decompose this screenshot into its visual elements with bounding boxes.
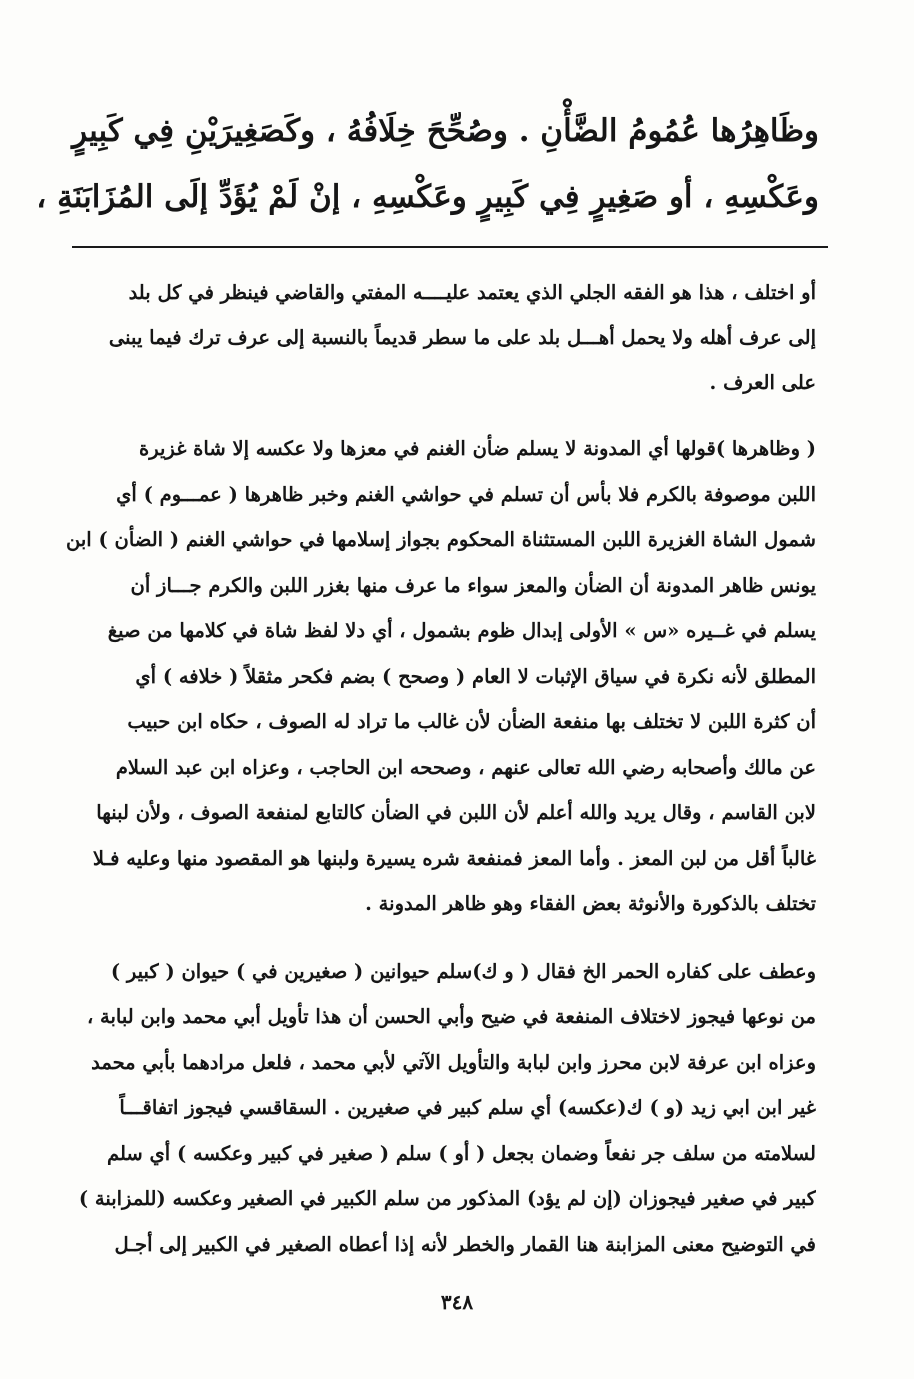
commentary-line: وعزاه ابن عرفة لابن محرز وابن لبابة والتأويل الآتي لأبي محمد ، فلعل مرادهما بأبي محمد <box>91 1050 816 1074</box>
matn-text <box>36 98 819 230</box>
commentary-line: إلى عرف أهله ولا يحمل أهـــل بلد على ما سطر قديماً بالنسبة إلى عرف ترك فيما يبنى <box>108 326 816 349</box>
commentary-paragraph <box>60 949 816 1268</box>
commentary-line: من نوعها فيجوز لاختلاف المنفعة في ضيح وأبي الحسن أن هذا تأويل أبي محمد وابن لبابة ، <box>86 1005 816 1028</box>
matn-line: وعَكْسِهِ ، أو صَغِيرٍ فِي كَبِيرٍ وعَكْسِهِ ، إنْ لَمْ يُؤَدِّ إلَى المُزَابَنَةِ ، <box>36 179 819 215</box>
commentary-line: اللبن موصوفة بالكرم فلا بأس أن تسلم في حواشي الغنم وخبر ظاهرها ( عمـــوم ) أي <box>116 482 816 506</box>
commentary-line: لابن القاسم ، وقال يريد والله أعلم لأن اللبن في الضأن كالتابع لمنفعة الصوف ، ولأن لبنها <box>96 801 816 824</box>
commentary-line: وعطف على كفاره الحمر الخ فقال ( و ك)سلم حيوانين ( صغيرين في ) حيوان ( كبير ) <box>110 959 816 983</box>
commentary-line: أو اختلف ، هذا هو الفقه الجلي الذي يعتمد عليــــه المفتي والقاضي فينظر في كل بلد <box>128 281 816 304</box>
commentary-line: في التوضيح معنى المزابنة هنا القمار والخطر لأنه إذا أعطاه الصغير في الكبير إلى أجـل <box>114 1232 816 1256</box>
commentary-line: ( وظاهرها )قولها أي المدونة لا يسلم ضأن الغنم في معزها ولا عكسه إلا شاة غزيرة <box>139 437 816 460</box>
commentary-line: على العرف . <box>709 371 816 394</box>
commentary-line: تختلف بالذكورة والأنوثة بعض الفقاء وهو ظاهر المدونة . <box>365 892 816 915</box>
commentary-line: شمول الشاة الغزيرة اللبن المستثناة المحكوم بجواز إسلامها في حواشي الغنم ( الضأن ) ابن <box>66 528 816 551</box>
commentary-line: عن مالك وأصحابه رضي الله تعالى عنهم ، وصححه ابن الحاجب ، وعزاه ابن عبد السلام <box>115 755 816 779</box>
commentary-line: لسلامته من سلف جر نفعاً وضمان بجعل ( أو ) سلم ( صغير في كبير وعكسه ) أي سلم <box>106 1141 816 1165</box>
commentary-line: يونس ظاهر المدونة أن الضأن والمعز سواء ما عرف منها بغزر اللبن والكرم جـــاز أن <box>130 573 816 597</box>
commentary-line: يسلم في غــيره «س » الأولى إبدال ظوم بشمول ، أي دلا لفظ شاة في كلامها من صيغ <box>107 619 816 642</box>
commentary-paragraph <box>60 426 816 927</box>
commentary-paragraph <box>60 270 816 405</box>
commentary-line: أن كثرة اللبن لا تختلف بها منفعة الضأن لأن غالب ما تراد له الصوف ، حكاه ابن حبيب <box>127 710 816 733</box>
commentary-line: غالباً أقل من لبن المعز . وأما المعز فمنفعة شره يسيرة ولبنها هو المقصود منها وعليه فـلا <box>92 846 816 870</box>
matn-line: وظَاهِرُها عُمُومُ الضَّأْنِ . وصُحِّحَ خِلَافُهُ ، وكَصَغِيرَيْنِ فِي كَبِيرٍ <box>72 113 819 149</box>
commentary-line: المطلق لأنه نكرة في سياق الإثبات لا العام ( وصحح ) بضم فكحر مثقلاً ( خلافه ) أي <box>135 664 816 688</box>
commentary-line: غير ابن ابي زيد (و ) ك(عكسه) أي سلم كبير في صغيرين . السقاقسي فيجوز اتفاقـــاً <box>119 1096 816 1119</box>
page-number: ٣٤٨ <box>440 1290 474 1314</box>
separator-rule <box>72 246 828 248</box>
commentary-text <box>60 270 816 1267</box>
commentary-line: كبير في صغير فيجوزان (إن لم يؤد) المذكور من سلم الكبير في الصغير وعكسه (للمزابنة ) <box>78 1187 816 1210</box>
